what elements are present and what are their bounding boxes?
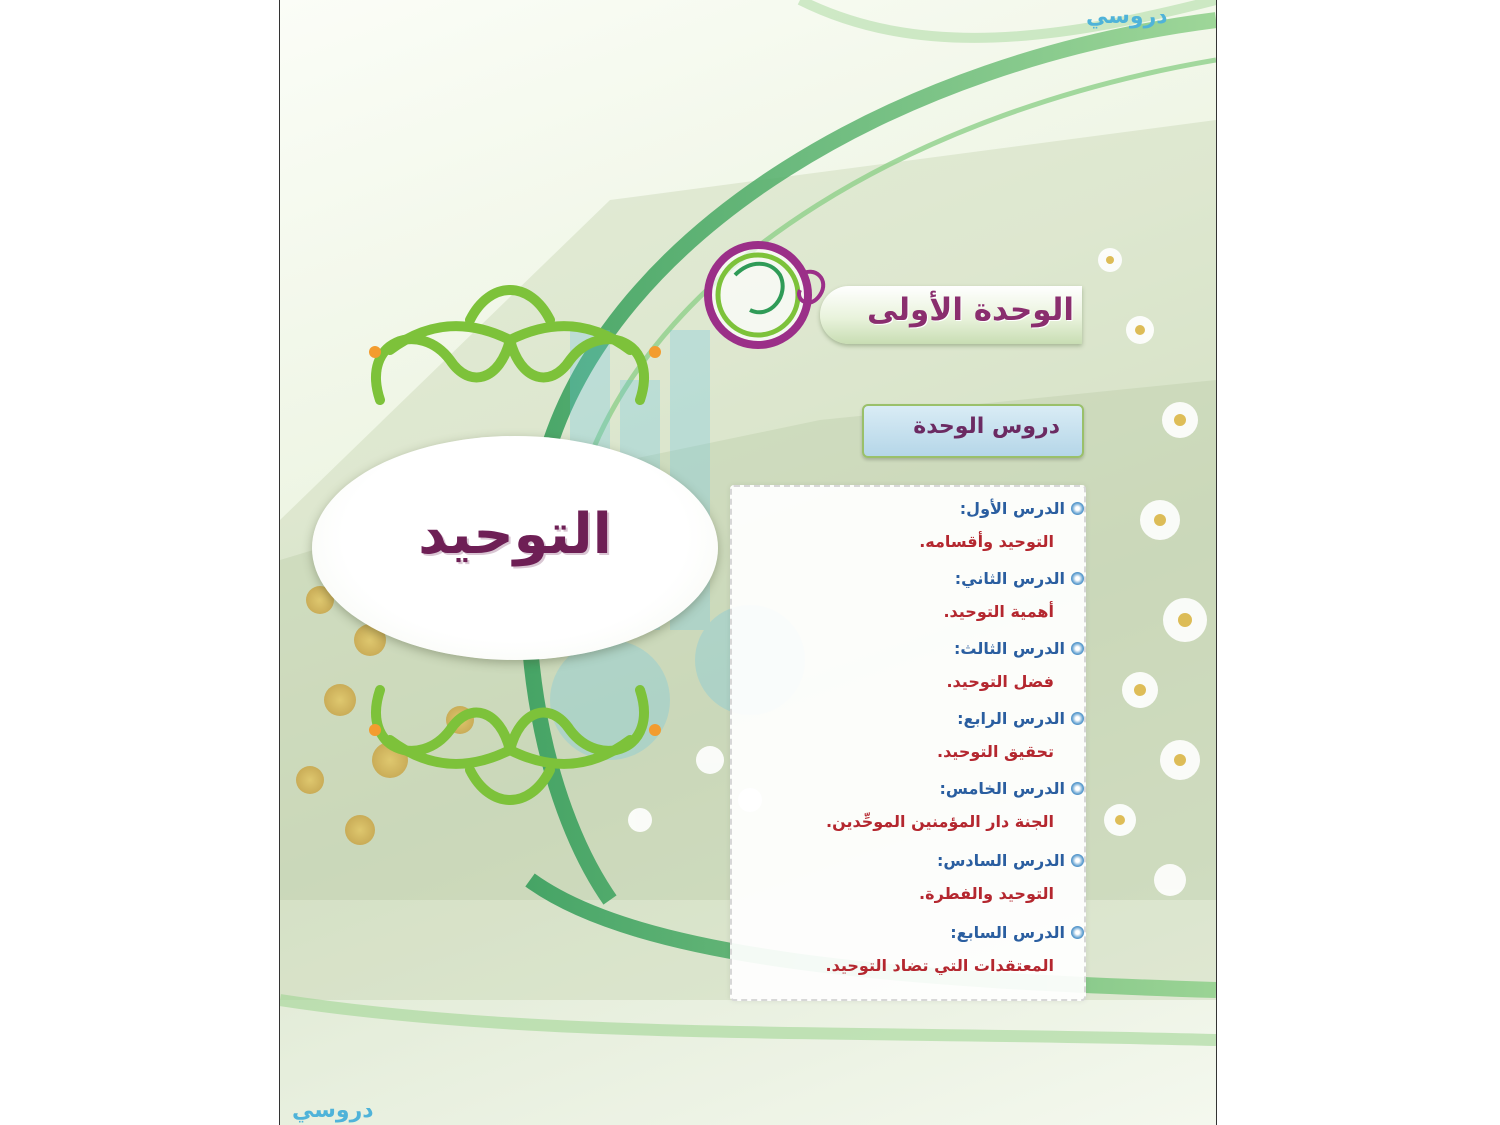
site-logo-top: دروسي (1086, 4, 1168, 29)
main-title: التوحيد (418, 502, 612, 567)
lessons-header: دروس الوحدة (913, 414, 1060, 439)
lessons-card (730, 485, 1086, 1001)
lesson-title: أهمية التوحيد. (943, 602, 1054, 621)
lesson-title: المعتقدات التي تضاد التوحيد. (825, 956, 1054, 975)
lesson-title: التوحيد والفطرة. (919, 884, 1054, 903)
lesson-title: الجنة دار المؤمنين الموحِّدين. (826, 812, 1054, 831)
lesson-item (744, 639, 1084, 691)
site-logo-bottom: دروسي (292, 1098, 374, 1123)
lesson-item (744, 709, 1084, 761)
lesson-item (744, 569, 1084, 621)
lesson-item (744, 779, 1084, 831)
lesson-item (744, 499, 1084, 551)
unit-title: الوحدة الأولى (866, 292, 1074, 328)
lesson-item (744, 923, 1084, 975)
lesson-item (744, 851, 1084, 903)
bullet-icon (1071, 926, 1084, 939)
lesson-label: الدرس الخامس: (939, 779, 1065, 798)
lesson-label: الدرس الأول: (959, 499, 1065, 518)
lesson-label: الدرس الثالث: (954, 639, 1065, 658)
lesson-label: الدرس الرابع: (957, 709, 1065, 728)
bullet-icon (1071, 572, 1084, 585)
bullet-icon (1071, 854, 1084, 867)
bullet-icon (1071, 502, 1084, 515)
bullet-icon (1071, 712, 1084, 725)
lesson-label: الدرس السادس: (936, 851, 1065, 870)
bullet-icon (1071, 782, 1084, 795)
lesson-label: الدرس الثاني: (954, 569, 1065, 588)
lesson-title: فضل التوحيد. (946, 672, 1054, 691)
lesson-label: الدرس السابع: (950, 923, 1065, 942)
lesson-title: تحقيق التوحيد. (936, 742, 1054, 761)
lesson-title: التوحيد وأقسامه. (919, 532, 1054, 551)
bullet-icon (1071, 642, 1084, 655)
